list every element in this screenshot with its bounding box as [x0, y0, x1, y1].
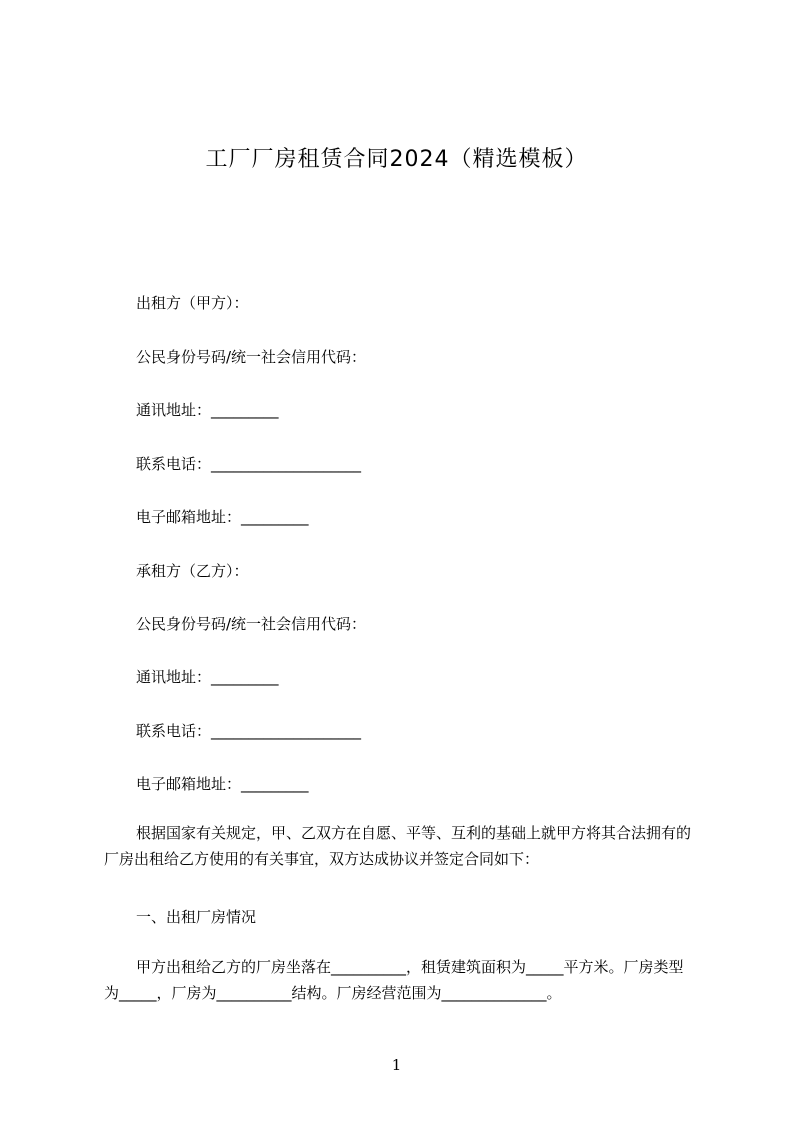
party-a-phone: 联系电话：____________________: [136, 455, 362, 473]
party-b-phone: 联系电话：____________________: [136, 722, 362, 740]
section-heading: 一、出租厂房情况: [136, 908, 257, 926]
party-b-address: 通讯地址：_________: [136, 668, 279, 686]
intro-paragraph: 根据国家有关规定，甲、乙双方在自愿、平等、互利的基础上就甲方将其合法拥有的厂房出租给乙方使用的有关事宜，双方达成协议并签定合同如下：: [104, 824, 692, 868]
party-a-heading: 出租方（甲方）：: [136, 294, 249, 312]
section-paragraph: 甲方出租给乙方的厂房坐落在__________，租赁建筑面积为_____平方米。厂房类型为_____，厂房为__________结构。厂房经营范围为______________。: [104, 958, 684, 1002]
party-a-email: 电子邮箱地址：_________: [136, 508, 309, 526]
party-b-email: 电子邮箱地址：_________: [136, 775, 309, 793]
document-title: 工厂厂房租赁合同2024（精选模板）: [205, 147, 588, 172]
party-a-address: 通讯地址：_________: [136, 401, 279, 419]
party-b-id-label: 公民身份号码/统一社会信用代码：: [136, 615, 367, 633]
party-b-heading: 承租方（乙方）：: [136, 562, 249, 580]
page-number: 1: [391, 1056, 402, 1074]
party-a-id-label: 公民身份号码/统一社会信用代码：: [136, 348, 367, 366]
